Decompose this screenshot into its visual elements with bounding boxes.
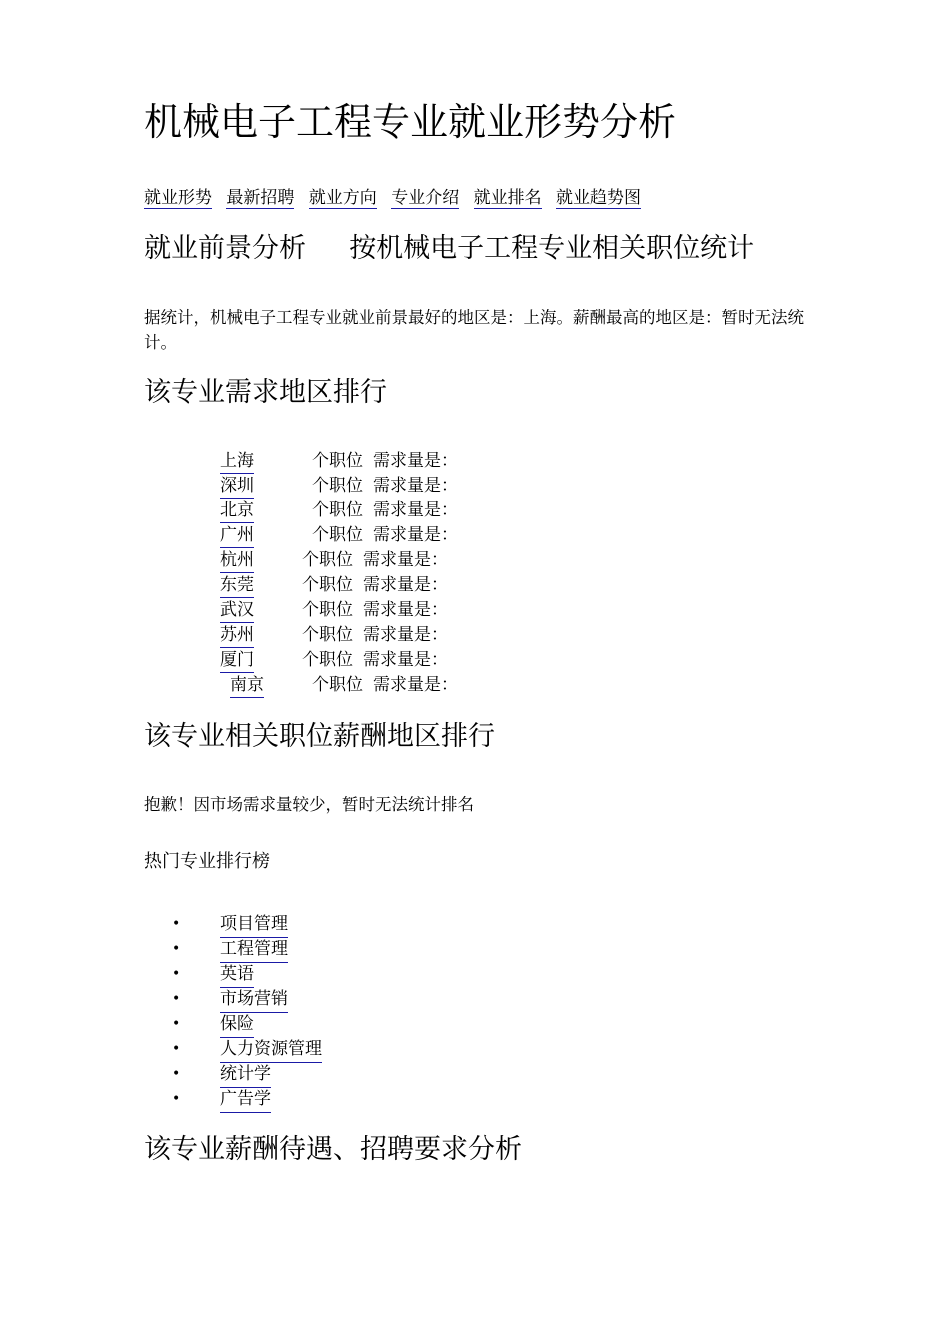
- prospect-heading: [144, 230, 754, 268]
- salary-note: 抱歉！因市场需求量较少，暂时无法统计排名: [144, 795, 474, 814]
- position-count-suffix: 个职位: [312, 525, 363, 545]
- demand-amount-label: 需求量是：: [363, 600, 448, 620]
- demand-count-text: [302, 623, 448, 647]
- demand-city-link[interactable]: 深圳: [220, 474, 254, 499]
- position-count-suffix: 个职位: [312, 476, 363, 496]
- demand-city-link[interactable]: 厦门: [220, 648, 254, 673]
- hot-major-link[interactable]: 广告学: [220, 1087, 271, 1113]
- demand-city-link[interactable]: 南京: [230, 673, 264, 698]
- demand-count-text: [302, 648, 448, 672]
- demand-count-text: [302, 573, 448, 597]
- hot-major-link[interactable]: 项目管理: [220, 912, 288, 938]
- demand-amount-label: 需求量是：: [363, 550, 448, 570]
- demand-count-text: [312, 523, 458, 547]
- nav-links: [144, 185, 650, 211]
- salary-heading: 该专业相关职位薪酬地区排行: [144, 721, 495, 752]
- demand-amount-label: 需求量是：: [373, 476, 458, 496]
- prospect-heading-right: 按机械电子工程专业相关职位统计: [349, 233, 755, 264]
- position-count-suffix: 个职位: [312, 500, 363, 520]
- demand-amount-label: 需求量是：: [373, 500, 458, 520]
- bullet-icon: •: [172, 1066, 181, 1082]
- demand-city-link[interactable]: 苏州: [220, 623, 254, 648]
- bullet-icon: •: [172, 1041, 181, 1057]
- salary-requirements-heading: 该专业薪酬待遇、招聘要求分析: [144, 1134, 522, 1165]
- bullet-icon: •: [172, 1091, 181, 1107]
- position-count-suffix: 个职位: [302, 575, 353, 595]
- page-title: 机械电子工程专业就业形势分析: [144, 100, 677, 144]
- bullet-icon: •: [172, 916, 181, 932]
- position-count-suffix: 个职位: [302, 600, 353, 620]
- bullet-icon: •: [172, 1016, 181, 1032]
- demand-amount-label: 需求量是：: [373, 525, 458, 545]
- demand-count-text: [312, 449, 458, 473]
- nav-link-employment-situation[interactable]: 就业形势: [144, 188, 212, 208]
- prospect-heading-left: 就业前景分析: [144, 233, 306, 264]
- demand-amount-label: 需求量是：: [373, 675, 458, 695]
- demand-count-text: [312, 498, 458, 522]
- position-count-suffix: 个职位: [302, 625, 353, 645]
- demand-amount-label: 需求量是：: [373, 451, 458, 471]
- demand-count-text: [312, 673, 458, 697]
- nav-link-latest-recruitment[interactable]: 最新招聘: [226, 188, 295, 208]
- demand-amount-label: 需求量是：: [363, 625, 448, 645]
- position-count-suffix: 个职位: [302, 650, 353, 670]
- demand-count-text: [302, 598, 448, 622]
- hot-major-link[interactable]: 工程管理: [220, 937, 288, 963]
- hot-majors-heading: 热门专业排行榜: [144, 851, 270, 872]
- prospect-summary: 据统计，机械电子工程专业就业前景最好的地区是：上海。薪酬最高的地区是：暂时无法统计。: [144, 308, 804, 352]
- bullet-icon: •: [172, 991, 181, 1007]
- position-count-suffix: 个职位: [302, 550, 353, 570]
- hot-major-link[interactable]: 统计学: [220, 1062, 271, 1088]
- nav-link-major-intro[interactable]: 专业介绍: [391, 188, 460, 208]
- demand-amount-label: 需求量是：: [363, 650, 448, 670]
- demand-count-text: [302, 548, 448, 572]
- hot-major-link[interactable]: 保险: [220, 1012, 254, 1038]
- demand-city-link[interactable]: 上海: [220, 449, 254, 474]
- demand-city-link[interactable]: 北京: [220, 498, 254, 523]
- demand-count-text: [312, 474, 458, 498]
- demand-city-link[interactable]: 武汉: [220, 598, 254, 623]
- nav-link-career-direction[interactable]: 就业方向: [308, 188, 377, 208]
- bullet-icon: •: [172, 941, 181, 957]
- nav-link-employment-ranking[interactable]: 就业排名: [473, 188, 542, 208]
- demand-amount-label: 需求量是：: [363, 575, 448, 595]
- hot-major-link[interactable]: 市场营销: [220, 987, 288, 1013]
- demand-city-link[interactable]: 东莞: [220, 573, 254, 598]
- position-count-suffix: 个职位: [312, 451, 363, 471]
- position-count-suffix: 个职位: [312, 675, 363, 695]
- demand-heading: 该专业需求地区排行: [144, 377, 387, 408]
- nav-link-trend-chart[interactable]: 就业趋势图: [556, 188, 642, 208]
- demand-city-link[interactable]: 广州: [220, 523, 254, 548]
- hot-major-link[interactable]: 人力资源管理: [220, 1037, 322, 1063]
- demand-city-link[interactable]: 杭州: [220, 548, 254, 573]
- hot-major-link[interactable]: 英语: [220, 962, 254, 988]
- bullet-icon: •: [172, 966, 181, 982]
